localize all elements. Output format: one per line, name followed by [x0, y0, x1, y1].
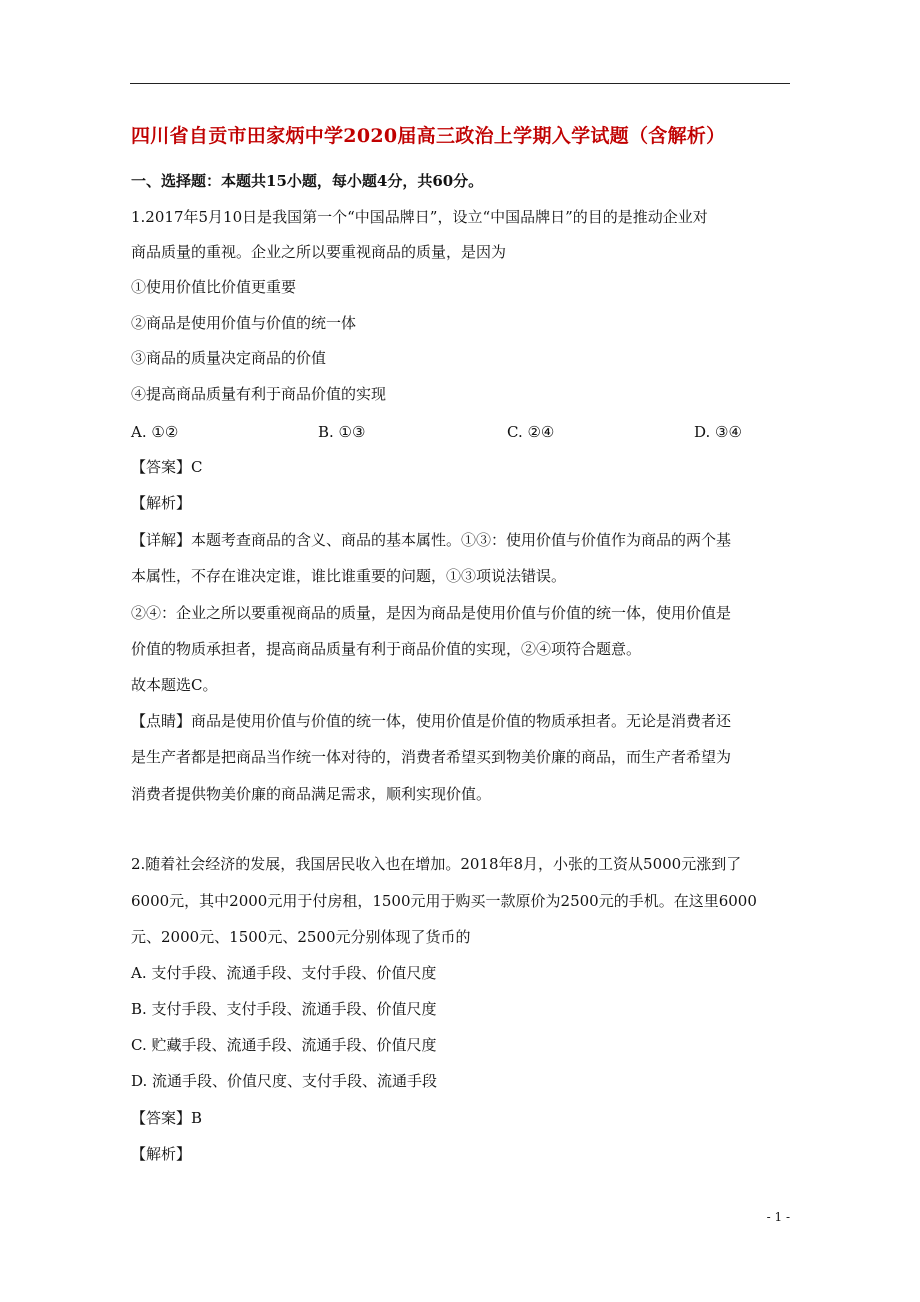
q2-stem-line-2: 6000元，其中2000元用于付房租，1500元用于购买一款原价为2500元的手机。在这里6000 — [131, 892, 757, 910]
section-heading: 一、选择题：本题共15小题，每小题4分，共60分。 — [131, 172, 484, 190]
q1-analysis-label: 【解析】 — [131, 494, 192, 512]
q2-stem-line-3: 元、2000元、1500元、2500元分别体现了货币的 — [131, 928, 471, 946]
q1-item-1: ①使用价值比价值更重要 — [131, 278, 297, 296]
q1-option-b: B. ①③ — [318, 423, 366, 441]
q1-point-line-3: 消费者提供物美价廉的商品满足需求，顺利实现价值。 — [131, 785, 492, 803]
q1-detail-line-1: 【详解】本题考查商品的含义、商品的基本属性。①③：使用价值与价值作为商品的两个基 — [131, 531, 732, 549]
q2-option-d: D. 流通手段、价值尺度、支付手段、流通手段 — [131, 1072, 438, 1090]
q1-detail-line-3: ②④：企业之所以要重视商品的质量，是因为商品是使用价值与价值的统一体，使用价值是 — [131, 604, 732, 622]
q1-detail-line-4: 价值的物质承担者，提高商品质量有利于商品价值的实现，②④项符合题意。 — [131, 640, 642, 658]
q2-option-a: A. 支付手段、流通手段、支付手段、价值尺度 — [131, 964, 437, 982]
q1-item-2: ②商品是使用价值与价值的统一体 — [131, 314, 357, 332]
q2-analysis-label: 【解析】 — [131, 1145, 192, 1163]
q1-item-4: ④提高商品质量有利于商品价值的实现 — [131, 385, 387, 403]
q1-stem-line-1: 1.2017年5月10日是我国第一个“中国品牌日”，设立“中国品牌日”的目的是推动企业对 — [131, 208, 708, 226]
page-number: - 1 - — [766, 1210, 790, 1224]
q1-option-c: C. ②④ — [507, 423, 555, 441]
q1-detail-line-2: 本属性，不存在谁决定谁，谁比谁重要的问题，①③项说法错误。 — [131, 567, 567, 585]
q1-option-d: D. ③④ — [694, 423, 742, 441]
q2-option-b: B. 支付手段、支付手段、流通手段、价值尺度 — [131, 1000, 437, 1018]
q2-stem-line-1: 2.随着社会经济的发展，我国居民收入也在增加。2018年8月，小张的工资从5000元涨到了 — [131, 855, 742, 873]
q1-point-line-1: 【点睛】商品是使用价值与价值的统一体，使用价值是价值的物质承担者。无论是消费者还 — [131, 712, 732, 730]
q2-answer: 【答案】B — [131, 1109, 203, 1127]
q2-option-c: C. 贮藏手段、流通手段、流通手段、价值尺度 — [131, 1036, 437, 1054]
header-rule — [130, 83, 790, 84]
q1-option-a: A. ①② — [131, 423, 179, 441]
q1-point-line-2: 是生产者都是把商品当作统一体对待的，消费者希望买到物美价廉的商品，而生产者希望为 — [131, 748, 732, 766]
q1-answer: 【答案】C — [131, 458, 203, 476]
q1-detail-line-5: 故本题选C。 — [131, 676, 218, 694]
q1-stem-line-2: 商品质量的重视。企业之所以要重视商品的质量，是因为 — [131, 243, 507, 261]
document-title: 四川省自贡市田家炳中学2020届高三政治上学期入学试题（含解析） — [131, 125, 726, 147]
q1-item-3: ③商品的质量决定商品的价值 — [131, 349, 327, 367]
